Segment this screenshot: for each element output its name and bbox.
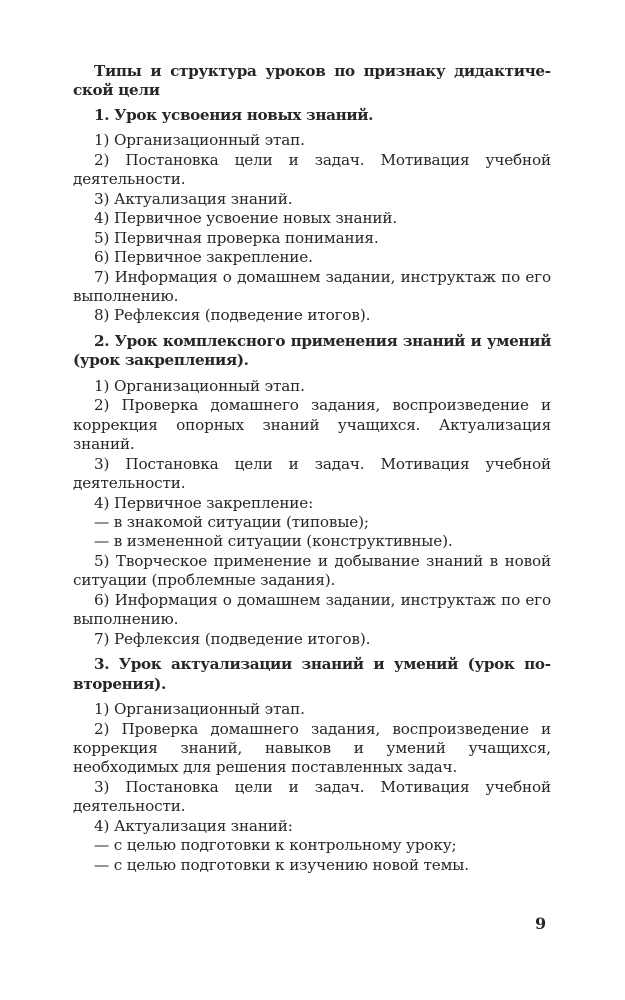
list-item: 2) Проверка домашнего задания, воспроизведение и коррекция знаний, навыков и умений учащихся, необходимых для решения поставленных задач. [73, 719, 551, 777]
page-title: Типы и структура уроков по признаку дидактической цели [73, 62, 551, 100]
section-3 [73, 655, 551, 875]
list-item: 6) Информация о домашнем задании, инструктаж по его выполнению. [73, 590, 551, 629]
list-item: 5) Первичная проверка понимания. [94, 228, 379, 247]
section-2 [73, 332, 551, 649]
list-item: 3) Постановка цели и задач. Мотивация учебной деятельности. [73, 454, 551, 493]
list-item: 1) Организационный этап. [94, 700, 305, 719]
list-item: 2) Постановка цели и задач. Мотивация учебной деятельности. [73, 150, 551, 189]
list-item: 1) Организационный этап. [94, 131, 305, 150]
page-number: 9 [535, 914, 547, 933]
document-page [73, 62, 551, 875]
list-subitem: — с целью подготовки к изучению новой темы. [94, 855, 469, 874]
list-item: 8) Рефлексия (подведение итогов). [94, 306, 371, 325]
list-subitem: — с целью подготовки к контрольному уроку; [94, 836, 457, 855]
list-item: 4) Первичное усвоение новых знаний. [94, 209, 398, 228]
list-item: 4) Первичное закрепление: [94, 493, 314, 512]
list-item: 7) Рефлексия (подведение итогов). [94, 629, 371, 648]
list-item: 2) Проверка домашнего задания, воспроизведение и коррекция опорных знаний учащихся. Актуализация знаний. [73, 396, 551, 454]
list-item: 5) Творческое применение и добывание знаний в новой ситуации (проблемные задания). [73, 551, 551, 590]
section-1 [73, 106, 551, 326]
list-item: 3) Актуализация знаний. [94, 189, 293, 208]
list-subitem: — в знакомой ситуации (типовые); [94, 512, 369, 531]
section-heading: 3. Урок актуализации знаний и умений (урок повторения). [73, 655, 551, 693]
list-item: 3) Постановка цели и задач. Мотивация учебной деятельности. [73, 777, 551, 816]
section-heading: 2. Урок комплексного применения знаний и умений (урок закрепления). [73, 331, 551, 370]
list-item: 7) Информация о домашнем задании, инструктаж по его выполнению. [73, 267, 551, 305]
list-item: 4) Актуализация знаний: [94, 816, 293, 835]
list-item: 6) Первичное закрепление. [94, 248, 313, 267]
list-item: 1) Организационный этап. [94, 376, 305, 395]
section-heading: 1. Урок усвоения новых знаний. [94, 105, 374, 124]
list-subitem: — в измененной ситуации (конструктивные). [94, 532, 453, 551]
